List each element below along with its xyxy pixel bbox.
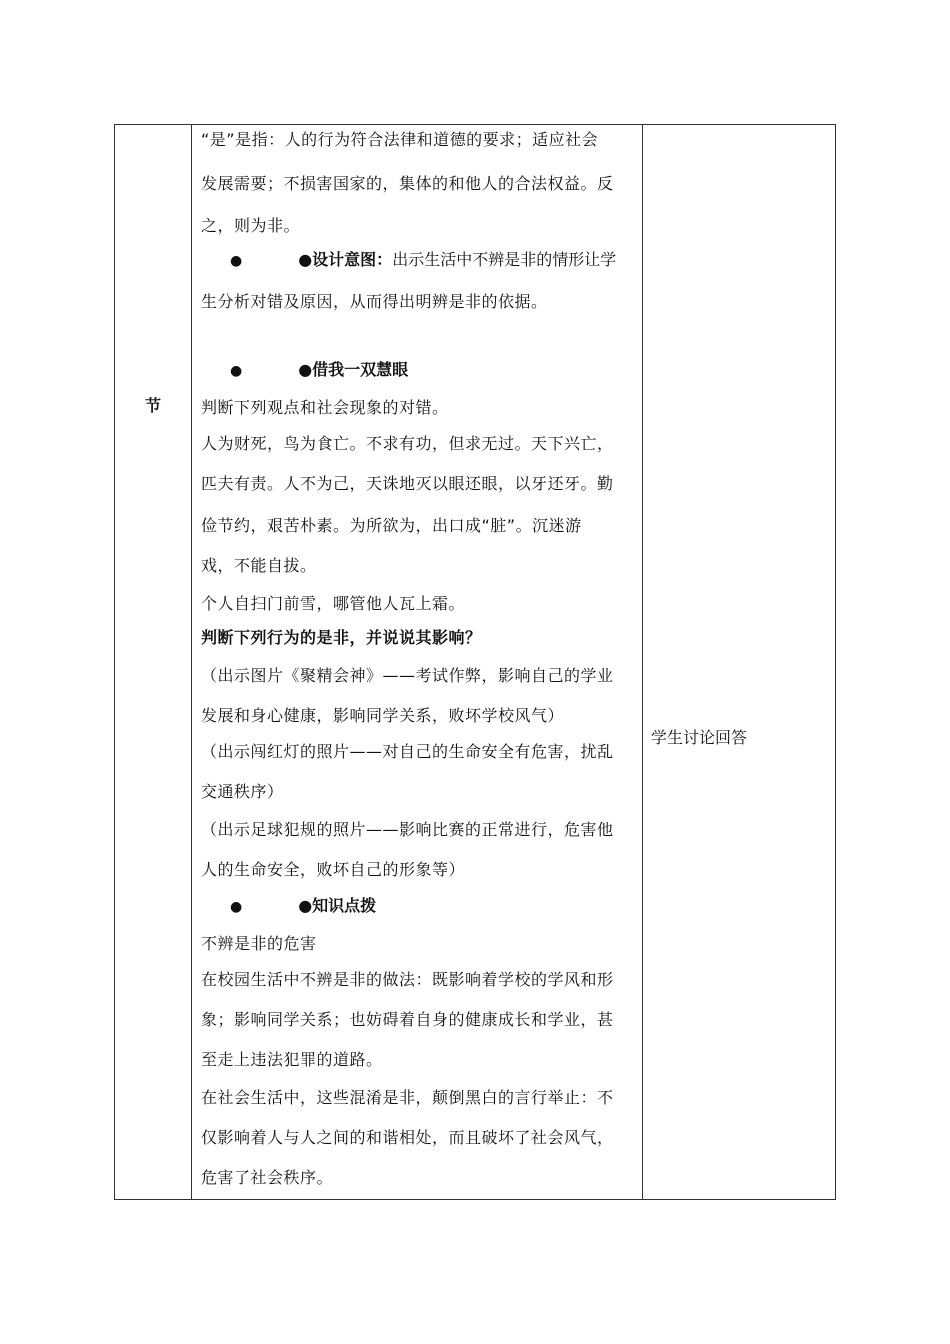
harm-line: 仅影响着人与人之间的和谐相处，而且破坏了社会风气， — [201, 1128, 614, 1147]
bullet-icon: ● — [230, 899, 243, 915]
behavior-line: （出示图片《聚精会神》——考试作弊，影响自己的学业 — [201, 666, 614, 685]
paragraph-line: “是”是指：人的行为符合法律和道德的要求；适应社会 — [201, 130, 599, 149]
heading-text: ●知识点拨 — [298, 896, 377, 915]
judge-line: 个人自扫门前雪，哪管他人瓦上霜。 — [201, 594, 466, 613]
behavior-title: 判断下列行为的是非，并说说其影响？ — [201, 628, 482, 647]
harm-title: 不辨是非的危害 — [201, 934, 317, 953]
design-intent-row — [230, 247, 616, 270]
lesson-table — [114, 124, 836, 1200]
harm-line: 危害了社会秩序。 — [201, 1168, 334, 1187]
bullet-icon: ● — [230, 363, 243, 379]
heading-text: ●借我一双慧眼 — [298, 360, 409, 379]
judge-line: 戏，不能自拔。 — [201, 556, 317, 575]
harm-line: 在校园生活中不辨是非的做法：既影响着学校的学风和形 — [201, 970, 614, 989]
content-cell — [192, 125, 642, 1199]
design-intent-text: 出示生活中不辨是非的情形让学 — [392, 250, 617, 269]
paragraph-line: 之，则为非。 — [201, 216, 301, 235]
design-intent-line: 生分析对错及原因，从而得出明辨是非的依据。 — [201, 292, 548, 311]
bullet-icon: ● — [230, 253, 243, 269]
judge-title: 判断下列观点和社会现象的对错。 — [201, 398, 449, 417]
design-intent-label: ●设计意图： — [298, 250, 393, 269]
behavior-line: （出示足球犯规的照片——影响比赛的正常进行，危害他 — [201, 820, 614, 839]
judge-line: 人为财死，鸟为食亡。不求有功，但求无过。天下兴亡， — [201, 434, 614, 453]
behavior-line: 交通秩序） — [201, 782, 284, 801]
section-label: 节 — [144, 396, 161, 415]
judge-line: 匹夫有责。人不为己，天诛地灭以眼还眼，以牙还牙。勤 — [201, 474, 614, 493]
student-activity: 学生讨论回答 — [651, 728, 748, 747]
judge-line: 俭节约，艰苦朴素。为所欲为，出口成“脏”。沉迷游 — [201, 516, 582, 535]
activity-cell — [643, 125, 835, 1199]
section-heading — [230, 357, 408, 380]
section-cell — [115, 125, 191, 1199]
harm-line: 象；影响同学关系；也妨碍着自身的健康成长和学业，甚 — [201, 1010, 614, 1029]
behavior-line: （出示闯红灯的照片——对自己的生命安全有危害，扰乱 — [201, 742, 614, 761]
behavior-line: 发展和身心健康，影响同学关系，败坏学校风气） — [201, 706, 565, 725]
section-heading — [230, 893, 376, 916]
behavior-line: 人的生命安全，败坏自己的形象等） — [201, 860, 466, 879]
paragraph-line: 发展需要；不损害国家的，集体的和他人的合法权益。反 — [201, 174, 614, 193]
harm-line: 在社会生活中，这些混淆是非，颠倒黑白的言行举止：不 — [201, 1088, 614, 1107]
harm-line: 至走上违法犯罪的道路。 — [201, 1050, 383, 1069]
